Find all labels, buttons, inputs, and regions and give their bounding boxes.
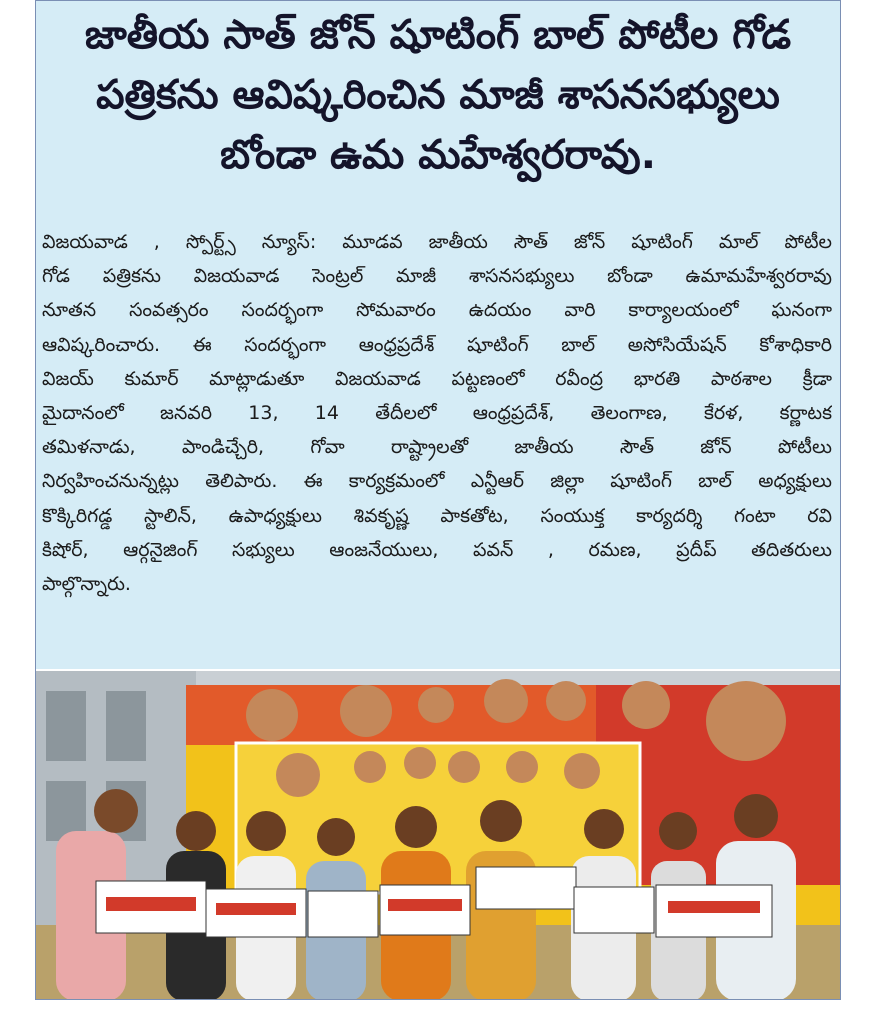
article-line: తమిళనాడు, పాండిచ్చేరి, గోవా రాష్ట్రాలతో జాతీయ సౌత్ జోన్ పోటీలు: [42, 436, 832, 459]
article-line: నిర్వహించనున్నట్లు తెలిపారు. ఈ కార్యక్రమంలో ఎన్టీఆర్ జిల్లా షూటింగ్ బాల్ అధ్యక్షులు: [42, 470, 832, 493]
text-panel: [36, 1, 840, 669]
headline-line: జాతీయ సాత్ జోన్ షూటింగ్ బాల్ పోటీల గోడ: [84, 12, 792, 58]
article-line: విజయ్ కుమార్ మాట్లాడుతూ విజయవాడ పట్టణంలో రవీంద్ర భారతి పాఠశాల క్రీడా: [42, 367, 832, 390]
headline: [36, 5, 840, 185]
article-line: కొక్కిరిగడ్డ స్టాలిన్, ఉపాధ్యక్షులు శివకృష్ణ పాకతోట, సంయుక్త కార్యదర్శి గంటా రవి: [42, 504, 832, 527]
window: [46, 691, 86, 761]
article-body: [42, 225, 832, 601]
article-line: గోడ పత్రికను విజయవాడ సెంట్రల్ మాజీ శాసనసభ్యులు బోండా ఉమామహేశ్వరరావు: [42, 265, 832, 288]
article-line: విజయవాడ , స్పోర్ట్స్ న్యూస్: మూడవ జాతీయ సౌత్ జోన్ షూటింగ్ మాల్ పోటీల: [42, 231, 832, 253]
news-clipping: [35, 0, 841, 1000]
headline-line: పత్రికను ఆవిష్కరించిన మాజీ శాసనసభ్యులు: [96, 72, 780, 118]
headline-line: బోండా ఉమ మహేశ్వరరావు.: [220, 132, 656, 178]
window: [106, 691, 146, 761]
event-photo: [36, 671, 840, 1000]
event-photo-illustration: [36, 671, 840, 1000]
article-line: నూతన సంవత్సరం సందర్భంగా సోమవారం ఉదయం వారి కార్యాలయంలో ఘనంగా: [42, 299, 832, 322]
article-line: ఆవిష్కరించారు. ఈ సందర్భంగా ఆంధ్రప్రదేశ్ షూటింగ్ బాల్ అసోసియేషన్ కోశాధికారి: [42, 333, 832, 356]
article-line: మైదానంలో జనవరి 13, 14 తేదీలలో ఆంధ్రప్రదేశ్, తెలంగాణ, కేరళ, కర్ణాటక: [42, 402, 832, 425]
article-line: పాల్గొన్నారు.: [42, 573, 131, 596]
article-line: కిషోర్, ఆర్గనైజింగ్ సభ్యులు ఆంజనేయులు, పవన్ , రమణ, ప్రదీప్ తదితరులు: [42, 538, 832, 561]
